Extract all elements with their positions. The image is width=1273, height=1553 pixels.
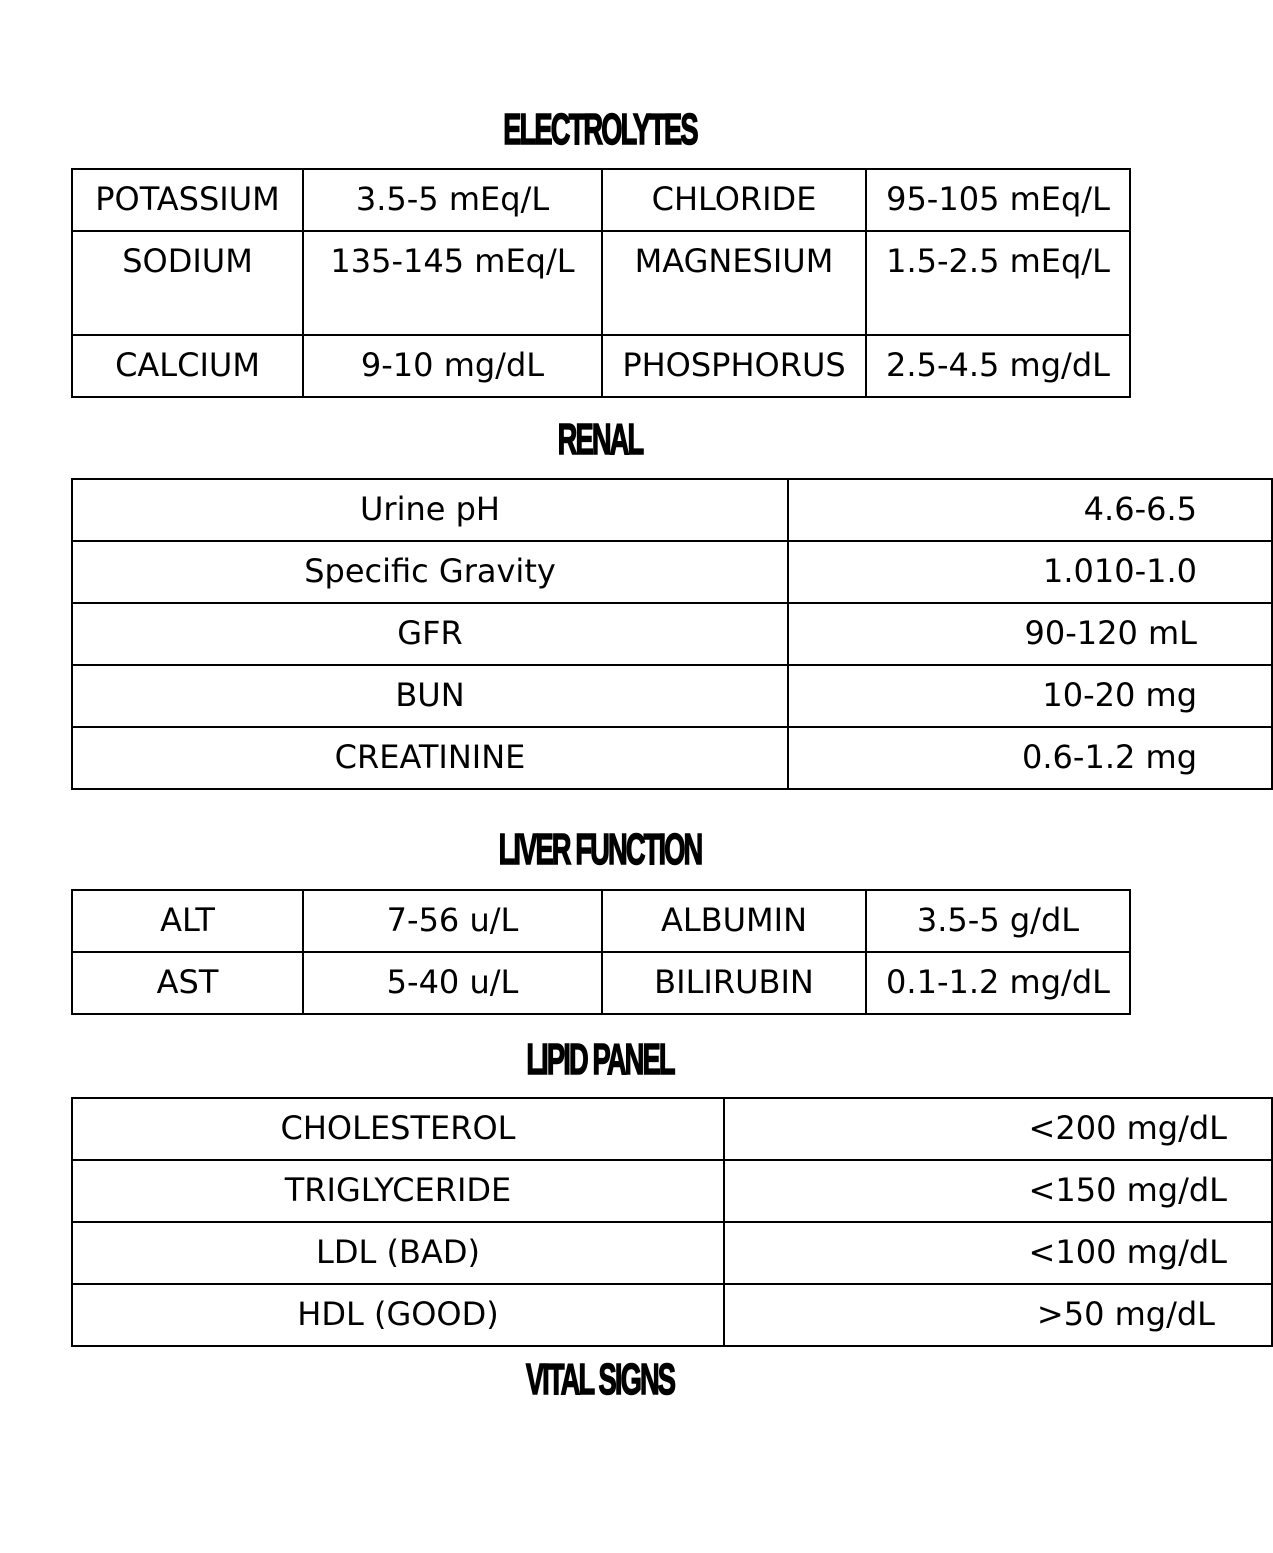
lab-name: ALT — [72, 890, 303, 952]
lab-name: MAGNESIUM — [602, 231, 866, 335]
electrolytes-table — [71, 168, 1131, 398]
lab-range: <200 mg/dL — [724, 1098, 1272, 1160]
liver-heading: LIVER FUNCTION — [498, 825, 702, 874]
lab-range: 7-56 u/L — [303, 890, 602, 952]
lab-name: CHOLESTEROL — [72, 1098, 724, 1160]
lab-name: Specific Gravity — [72, 541, 788, 603]
table-row — [72, 1098, 1272, 1160]
lab-name: CALCIUM — [72, 335, 303, 397]
lab-name: SODIUM — [72, 231, 303, 335]
table-row — [72, 1160, 1272, 1222]
lab-range: 3.5-5 mEq/L — [303, 169, 602, 231]
table-row — [72, 603, 1272, 665]
lipid-heading: LIPID PANEL — [526, 1035, 674, 1084]
table-row — [72, 890, 1130, 952]
lab-range: 5-40 u/L — [303, 952, 602, 1014]
lab-name: GFR — [72, 603, 788, 665]
table-row — [72, 335, 1130, 397]
renal-heading: RENAL — [557, 415, 643, 464]
table-row — [72, 952, 1130, 1014]
lab-name: CREATININE — [72, 727, 788, 789]
lab-name: HDL (GOOD) — [72, 1284, 724, 1346]
table-row — [72, 1222, 1272, 1284]
lab-name: TRIGLYCERIDE — [72, 1160, 724, 1222]
lipid-table-container — [71, 1097, 1227, 1347]
lab-range: 2.5-4.5 mg/dL — [866, 335, 1130, 397]
renal-table — [71, 478, 1273, 790]
lab-name: ALBUMIN — [602, 890, 866, 952]
renal-table-container — [71, 478, 1200, 790]
lab-range: 1.5-2.5 mEq/L — [866, 231, 1130, 335]
liver-table — [71, 889, 1131, 1015]
lab-range: >50 mg/dL — [724, 1284, 1272, 1346]
lab-name: POTASSIUM — [72, 169, 303, 231]
lab-name: Urine pH — [72, 479, 788, 541]
lab-name: BUN — [72, 665, 788, 727]
lab-range: 90-120 mL — [788, 603, 1272, 665]
table-row — [72, 727, 1272, 789]
lab-range: 9-10 mg/dL — [303, 335, 602, 397]
lab-range: <150 mg/dL — [724, 1160, 1272, 1222]
lab-name: BILIRUBIN — [602, 952, 866, 1014]
lipid-table — [71, 1097, 1273, 1347]
lab-name: LDL (BAD) — [72, 1222, 724, 1284]
lab-range: 0.6-1.2 mg — [788, 727, 1272, 789]
table-row — [72, 665, 1272, 727]
lab-range: 135-145 mEq/L — [303, 231, 602, 335]
table-row — [72, 169, 1130, 231]
lab-range: 1.010-1.0 — [788, 541, 1272, 603]
lab-name: PHOSPHORUS — [602, 335, 866, 397]
table-row — [72, 1284, 1272, 1346]
lab-range: <100 mg/dL — [724, 1222, 1272, 1284]
lab-range: 3.5-5 g/dL — [866, 890, 1130, 952]
electrolytes-heading: ELECTROLYTES — [503, 105, 697, 154]
vital-signs-heading: VITAL SIGNS — [525, 1355, 675, 1404]
table-row — [72, 479, 1272, 541]
table-row — [72, 231, 1130, 335]
lab-range: 95-105 mEq/L — [866, 169, 1130, 231]
lab-name: AST — [72, 952, 303, 1014]
lab-range: 0.1-1.2 mg/dL — [866, 952, 1130, 1014]
lab-range: 10-20 mg — [788, 665, 1272, 727]
lab-range: 4.6-6.5 — [788, 479, 1272, 541]
table-row — [72, 541, 1272, 603]
lab-name: CHLORIDE — [602, 169, 866, 231]
